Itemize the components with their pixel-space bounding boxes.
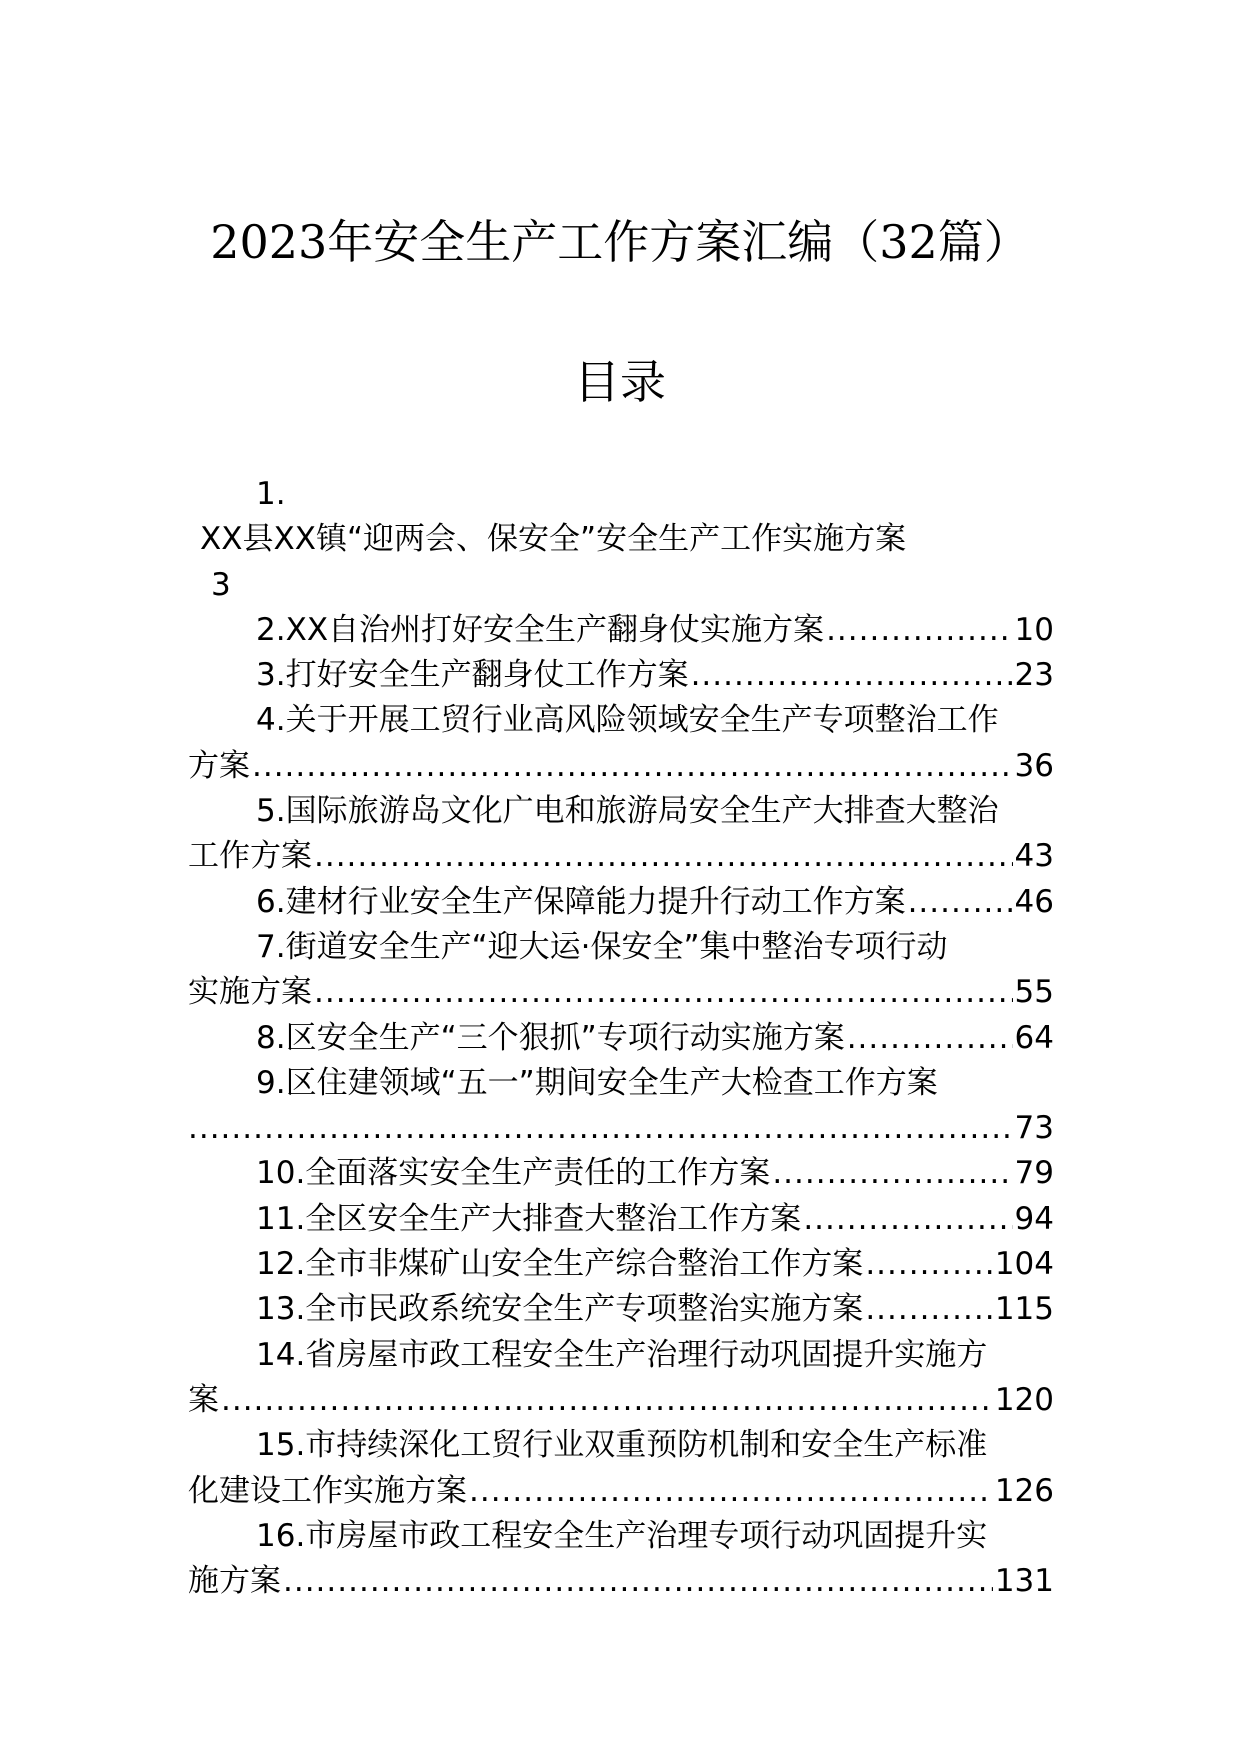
toc-item-page: 43 xyxy=(1014,838,1054,875)
toc-item-title: 14.省房屋市政工程安全生产治理行动巩固提升实施方 xyxy=(256,1336,988,1373)
toc-item-3[interactable] xyxy=(188,653,1054,698)
toc-item-page: 64 xyxy=(1014,1019,1054,1056)
toc-item-1-title[interactable] xyxy=(188,517,1054,562)
toc-item-8[interactable] xyxy=(188,1016,1054,1061)
toc-item-title: 8.区安全生产“三个狠抓”专项行动实施方案 xyxy=(256,1019,845,1056)
toc-item-12[interactable] xyxy=(188,1242,1054,1287)
toc-item-16-line2[interactable] xyxy=(188,1559,1054,1604)
toc-leader-dots xyxy=(283,1559,993,1604)
toc-item-4-line1[interactable] xyxy=(188,698,1054,743)
toc-item-title: 5.国际旅游岛文化广电和旅游局安全生产大排查大整治 xyxy=(256,793,999,830)
toc-item-9-line1[interactable] xyxy=(188,1061,1054,1106)
toc-item-6[interactable] xyxy=(188,880,1054,925)
toc-leader-dots xyxy=(314,970,1013,1015)
toc-item-11[interactable] xyxy=(188,1197,1054,1242)
toc-leader-dots xyxy=(865,1287,993,1332)
toc-leader-dots xyxy=(865,1242,993,1287)
toc-leader-dots xyxy=(826,608,1012,653)
toc-item-14-line1[interactable] xyxy=(188,1333,1054,1378)
toc-item-title: 4.关于开展工贸行业高风险领域安全生产专项整治工作 xyxy=(256,702,999,739)
toc-item-title: 7.街道安全生产“迎大运·保安全”集中整治专项行动 xyxy=(256,928,948,965)
toc-item-title: 10.全面落实安全生产责任的工作方案 xyxy=(256,1155,771,1192)
toc-item-2[interactable] xyxy=(188,608,1054,653)
toc-heading: 目录 xyxy=(574,355,666,409)
toc-item-number: 1. xyxy=(256,476,286,512)
toc-item-title: 13.全市民政系统安全生产专项整治实施方案 xyxy=(256,1291,864,1328)
toc-item-7-line2[interactable] xyxy=(188,970,1054,1015)
toc-item-title: 3.打好安全生产翻身仗工作方案 xyxy=(256,657,689,694)
toc-item-page: 115 xyxy=(994,1291,1054,1328)
toc-leader-dots xyxy=(314,834,1013,879)
toc-leader-dots xyxy=(691,653,1013,698)
toc-item-14-line2[interactable] xyxy=(188,1378,1054,1423)
toc-item-1-page[interactable] xyxy=(188,563,1054,608)
toc-item-16-line1[interactable] xyxy=(188,1514,1054,1559)
toc-item-13[interactable] xyxy=(188,1287,1054,1332)
toc-item-page: 79 xyxy=(1014,1155,1054,1192)
toc-item-title-cont: 工作方案 xyxy=(188,838,312,875)
toc-leader-dots xyxy=(188,1106,1013,1151)
toc-item-page: 104 xyxy=(994,1246,1054,1283)
toc-item-page: 46 xyxy=(1014,883,1054,920)
toc-item-title-cont: 案 xyxy=(188,1381,219,1418)
toc-item-page: 94 xyxy=(1014,1200,1054,1237)
toc-item-page: 23 xyxy=(1014,657,1054,694)
toc-item-title-cont: 施方案 xyxy=(188,1563,281,1600)
toc-item-title: 11.全区安全生产大排查大整治工作方案 xyxy=(256,1200,802,1237)
toc-item-page: 126 xyxy=(994,1472,1054,1509)
toc-leader-dots xyxy=(803,1197,1012,1242)
toc-leader-dots xyxy=(469,1469,993,1514)
toc-item-title: 9.区住建领域“五一”期间安全生产大检查工作方案 xyxy=(256,1064,938,1101)
document-title: 2023年安全生产工作方案汇编（32篇） xyxy=(210,215,1030,269)
toc-item-15-line1[interactable] xyxy=(188,1423,1054,1468)
toc-item-10[interactable] xyxy=(188,1151,1054,1196)
toc-item-page: 120 xyxy=(994,1381,1054,1418)
toc-item-1-number[interactable] xyxy=(188,472,1054,517)
toc-item-title-cont: 实施方案 xyxy=(188,974,312,1011)
toc-item-page: 73 xyxy=(1014,1110,1054,1147)
toc-leader-dots xyxy=(221,1378,993,1423)
toc-item-7-line1[interactable] xyxy=(188,925,1054,970)
toc-item-title-cont: 化建设工作实施方案 xyxy=(188,1472,467,1509)
toc-leader-dots xyxy=(908,880,1013,925)
toc-item-4-line2[interactable] xyxy=(188,744,1054,789)
toc-item-page: 55 xyxy=(1014,974,1054,1011)
toc-item-title: 6.建材行业安全生产保障能力提升行动工作方案 xyxy=(256,883,906,920)
toc-item-page: 131 xyxy=(994,1563,1054,1600)
toc-item-title: 12.全市非煤矿山安全生产综合整治工作方案 xyxy=(256,1246,864,1283)
toc-item-page: 10 xyxy=(1014,611,1054,648)
toc-leader-dots xyxy=(847,1016,1013,1061)
toc-item-page: 36 xyxy=(1014,747,1054,784)
toc-item-title: 2.XX自治州打好安全生产翻身仗实施方案 xyxy=(256,611,825,648)
table-of-contents xyxy=(188,472,1054,1604)
toc-leader-dots xyxy=(772,1151,1012,1196)
toc-item-title: 15.市持续深化工贸行业双重预防机制和安全生产标准 xyxy=(256,1427,988,1464)
toc-item-title: 16.市房屋市政工程安全生产治理专项行动巩固提升实 xyxy=(256,1517,988,1554)
toc-item-page: 3 xyxy=(211,566,231,603)
toc-item-15-line2[interactable] xyxy=(188,1469,1054,1514)
toc-item-title-cont: 方案 xyxy=(188,747,250,784)
toc-item-5-line2[interactable] xyxy=(188,834,1054,879)
toc-item-title: XX县XX镇“迎两会、保安全”安全生产工作实施方案 xyxy=(200,521,907,558)
toc-leader-dots xyxy=(252,744,1013,789)
toc-item-9-line2[interactable] xyxy=(188,1106,1054,1151)
toc-item-5-line1[interactable] xyxy=(188,789,1054,834)
